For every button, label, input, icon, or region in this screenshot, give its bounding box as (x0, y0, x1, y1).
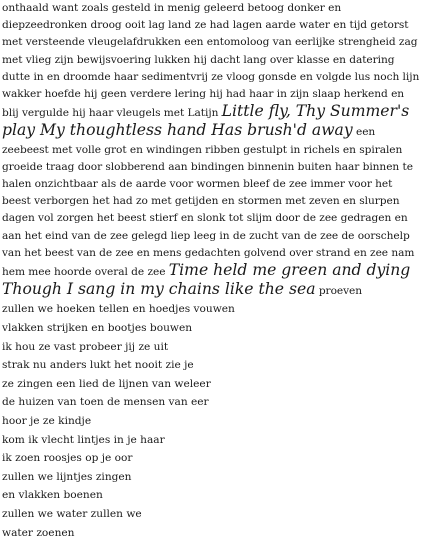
prose-text-part-3: proeven (318, 285, 363, 298)
prose-text-part-1: onthaald want zoals gesteld in menig geleerd betoog donker en diepzeedronken droog ooit lag land ze had lagen aarde water en tijd getorst met versteende vleugelafdrukken een entomoloog van eerlijke strengheid zag met vlieg zijn bewijsvoering lukken hij dacht lang over klasse en datering dutte in en droomde haar sedimentvrij ze vloog gonsde en volgde lus noch lijn wakker hoefde hij geen verdere lering hij had haar in zijn slaap herkend en blij vergulde hij haar vleugels met Latijn (2, 2, 420, 120)
poem-quote-fly: Little fly, Thy Summer's play My thoughtless hand Has brush'd away (2, 102, 410, 140)
verse-line: ik hou ze vast probeer jij ze uit (2, 340, 169, 353)
verse-line: en vlakken boenen (2, 489, 103, 502)
verse-line: zullen we lijntjes zingen (2, 470, 132, 483)
verse-line: vlakken strijken en bootjes bouwen (2, 322, 193, 335)
verse-line: water zoenen (2, 526, 75, 539)
verse-line: strak nu anders lukt het nooit zie je (2, 359, 194, 372)
verse-line: hoor je ze kindje (2, 415, 92, 428)
poem-quote-sea: Time held me green and dying Though I sang in my chains like the sea (2, 261, 411, 299)
verse-line: ik zoen roosjes op je oor (2, 452, 133, 465)
verse-line: kom ik vlecht lintjes in je haar (2, 433, 165, 446)
verse-block (2, 300, 422, 542)
prose-paragraph (2, 0, 422, 300)
verse-line: ze zingen een lied de lijnen van weleer (2, 377, 211, 390)
prose-text-part-2: een zeebeest met volle grot en windingen ribben gestulpt in richels en spiralen groeide traag door slobberend aan bindingen binnenin buiten haar binnen te halen onzichtbaar als de aarde voor wormen bleef de zee immer voor het beest verborgen het had zo met getijden en stormen met zeven en slurpen dagen vol zorgen het beest stierf en slonk tot slijm door de zee gedragen en aan het eind van de zee gelegd liep leeg in de zucht van de zee de oorschelp van het beest van de zee en mens gedachten golvend over strand en zee nam hem mee hoorde overal de zee (2, 126, 415, 279)
verse-line: zullen we water zullen we (2, 507, 142, 520)
verse-line: zullen we hoeken tellen en hoedjes vouwen (2, 303, 235, 316)
verse-line: de huizen van toen de mensen van eer (2, 396, 209, 409)
